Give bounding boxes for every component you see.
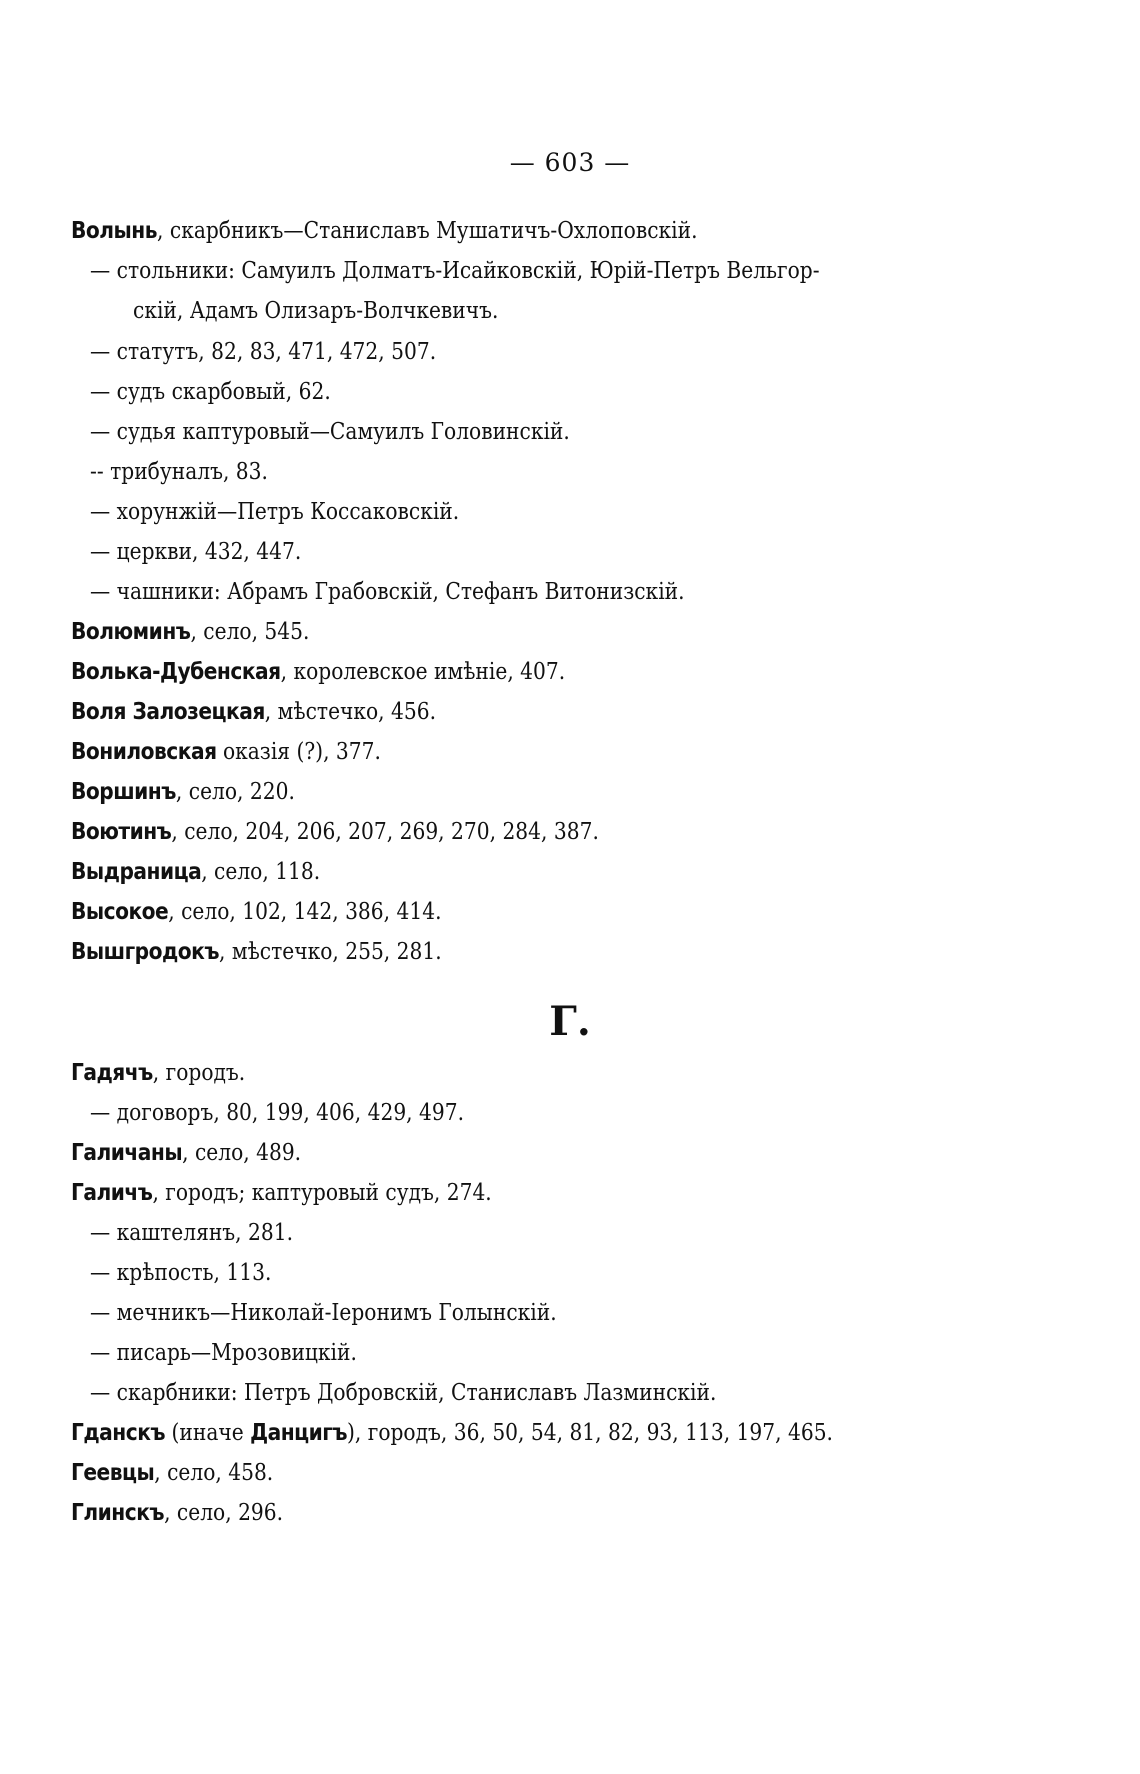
entry-headword: Волюминъ (71, 617, 191, 645)
index-entry (71, 1497, 283, 1527)
entry-text: , село, 296. (164, 1498, 284, 1526)
entry-headword: Воютинъ (71, 817, 172, 845)
entry-headword: Волька-Дубенская (71, 657, 281, 685)
index-entry (71, 656, 565, 686)
index-subentry (90, 496, 459, 526)
entry-text: — церкви, 432, 447. (90, 537, 302, 565)
index-entry-volyn (71, 215, 698, 245)
entry-text: , село, 118. (201, 857, 321, 885)
entry-text: — писарь—Мрозовицкій. (90, 1338, 357, 1366)
index-subentry (90, 1297, 557, 1327)
index-entry (71, 896, 441, 926)
index-subentry (90, 1217, 293, 1247)
index-entry (71, 1057, 245, 1087)
index-entry (71, 856, 320, 886)
entry-headword: Вышгродокъ (71, 937, 220, 965)
index-subentry (90, 576, 685, 606)
entry-text: , мѣстечко, 255, 281. (219, 937, 442, 965)
entry-text: оказія (?), 377. (216, 737, 381, 765)
index-entry (71, 776, 295, 806)
page-number: — 603 — (509, 148, 631, 177)
entry-text: — судъ скарбовый, 62. (90, 377, 331, 405)
index-entry (71, 816, 599, 846)
entry-text: , городъ; каптуровый судъ, 274. (152, 1178, 492, 1206)
index-subentry (90, 536, 301, 566)
entry-text: ), городъ, 36, 50, 54, 81, 82, 93, 113, 197, 465. (347, 1418, 833, 1446)
entry-headword: Галичъ (71, 1178, 153, 1206)
entry-text: — каштелянъ, 281. (90, 1218, 294, 1246)
index-subentry (90, 1097, 464, 1127)
entry-text: , село, 489. (182, 1138, 302, 1166)
entry-text: — мечникъ—Николай-Іеронимъ Голынскій. (90, 1298, 557, 1326)
index-subentry (90, 456, 268, 486)
entry-text: (иначе (165, 1418, 251, 1446)
entry-text: — хорунжій—Петръ Коссаковскій. (90, 497, 460, 525)
index-entry (71, 1457, 273, 1487)
entry-headword: Высокое (71, 897, 169, 925)
index-entry (71, 936, 442, 966)
entry-headword: Гданскъ (71, 1418, 166, 1446)
entry-text: , село, 220. (175, 777, 295, 805)
entry-headword: Геевцы (71, 1458, 155, 1486)
entry-text: — договоръ, 80, 199, 406, 429, 497. (90, 1098, 465, 1126)
index-entry (71, 736, 381, 766)
index-subentry (90, 255, 820, 285)
entry-text: — статутъ, 82, 83, 471, 472, 507. (90, 337, 437, 365)
index-subentry (90, 416, 570, 446)
entry-text: , скарбникъ—Станиславъ Мушатичъ-Охлоповскій. (157, 216, 698, 244)
entry-text: , село, 204, 206, 207, 269, 270, 284, 387. (171, 817, 599, 845)
entry-headword: Вониловская (71, 737, 217, 765)
entry-text: -- трибуналъ, 83. (90, 457, 268, 485)
entry-text: — стольники: Самуилъ Долматъ-Исайковскій, Юрій-Петръ Вельгор- (90, 256, 820, 284)
entry-text: , городъ. (152, 1058, 246, 1086)
entry-text: , село, 545. (190, 617, 310, 645)
entry-text: , королевское имѣніе, 407. (280, 657, 566, 685)
index-subentry (90, 1257, 271, 1287)
entry-text: — чашники: Абрамъ Грабовскій, Стефанъ Витонизскій. (90, 577, 685, 605)
entry-text: — судья каптуровый—Самуилъ Головинскій. (90, 417, 570, 445)
entry-headword: Воршинъ (71, 777, 176, 805)
index-entry (71, 696, 436, 726)
section-letter-heading: Г. (549, 998, 591, 1045)
entry-text: — крѣпость, 113. (90, 1258, 272, 1286)
index-subentry (90, 376, 331, 406)
index-continuation (133, 295, 498, 325)
entry-text: , мѣстечко, 456. (264, 697, 437, 725)
entry-headword: Выдраница (71, 857, 202, 885)
entry-headword: Воля Залозецкая (71, 697, 265, 725)
entry-text: , село, 102, 142, 386, 414. (168, 897, 442, 925)
index-subentry (90, 336, 436, 366)
index-entry (71, 616, 309, 646)
index-entry (71, 1177, 492, 1207)
entry-text: — скарбники: Петръ Добровскій, Станиславъ Лазминскій. (90, 1378, 717, 1406)
index-entry (71, 1417, 833, 1447)
entry-headword: Глинскъ (71, 1498, 165, 1526)
index-entry (71, 1137, 301, 1167)
entry-headword: Волынь (71, 216, 158, 244)
entry-text: скій, Адамъ Олизаръ-Волчкевичъ. (133, 296, 499, 324)
entry-headword: Галичаны (71, 1138, 183, 1166)
entry-text: , село, 458. (154, 1458, 274, 1486)
entry-headword-alt: Данцигъ (250, 1418, 348, 1446)
index-subentry (90, 1337, 357, 1367)
entry-headword: Гадячъ (71, 1058, 153, 1086)
index-subentry (90, 1377, 716, 1407)
